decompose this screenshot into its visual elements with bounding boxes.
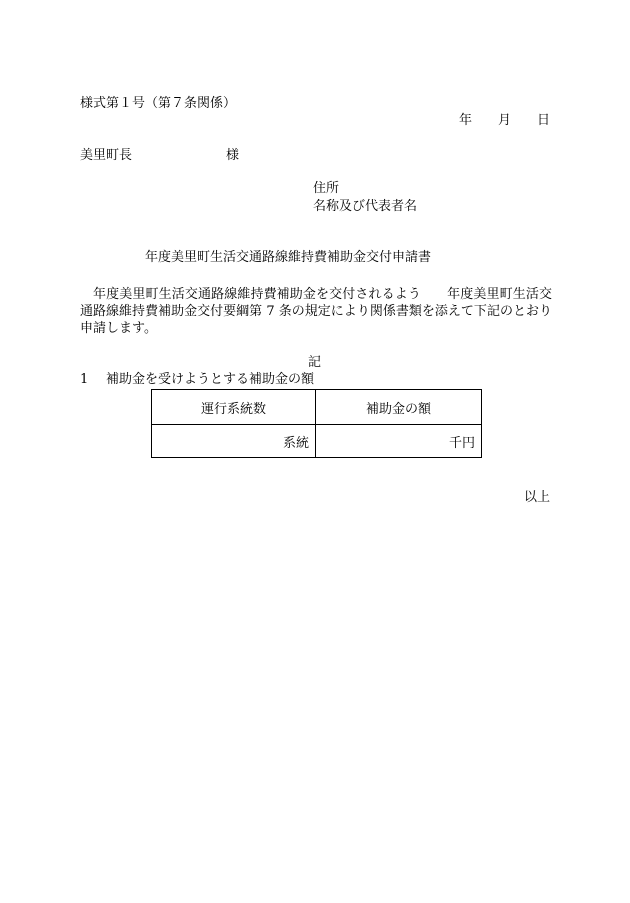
addressee: [80, 149, 239, 162]
header-subsidy-amount: 補助金の額: [316, 390, 482, 425]
date-line: [459, 114, 550, 127]
addressee-suffix: 様: [226, 148, 240, 163]
section-number: 1: [80, 372, 89, 387]
subsidy-amount-table: [151, 389, 482, 458]
addressee-name: 美里町長: [80, 148, 133, 163]
body-part-1: 年度美里町生活交通路線維持費補助金を交付されるよう: [93, 287, 422, 302]
form-number: 様式第１号（第７条関係）: [80, 96, 237, 111]
date-month-label: 月: [497, 113, 511, 128]
route-count-cell: 系統: [152, 425, 316, 458]
body-part-2: 年度美里町生活交通路線維持費補助金交付要綱第 7 条の規定により関係書類を添えて下記のとおり申請します。: [80, 287, 552, 336]
date-day-label: 日: [536, 113, 550, 128]
header-route-count: 運行系統数: [152, 390, 316, 425]
subsidy-amount-cell: 千円: [316, 425, 482, 458]
closing-mark: 以上: [523, 490, 550, 505]
applicant-name-label: 名称及び代表者名: [313, 199, 418, 214]
table-header-row: [152, 390, 482, 425]
date-year-label: 年: [458, 113, 472, 128]
table-row: [152, 425, 482, 458]
section-title: 補助金を受けようとする補助金の額: [106, 372, 315, 387]
application-body: [80, 286, 552, 337]
document-title: 年度美里町生活交通路線維持費補助金交付申請書: [145, 250, 432, 265]
applicant-address-label: 住所: [313, 181, 340, 196]
ki-heading: 記: [308, 355, 322, 370]
section-heading: [80, 373, 314, 386]
